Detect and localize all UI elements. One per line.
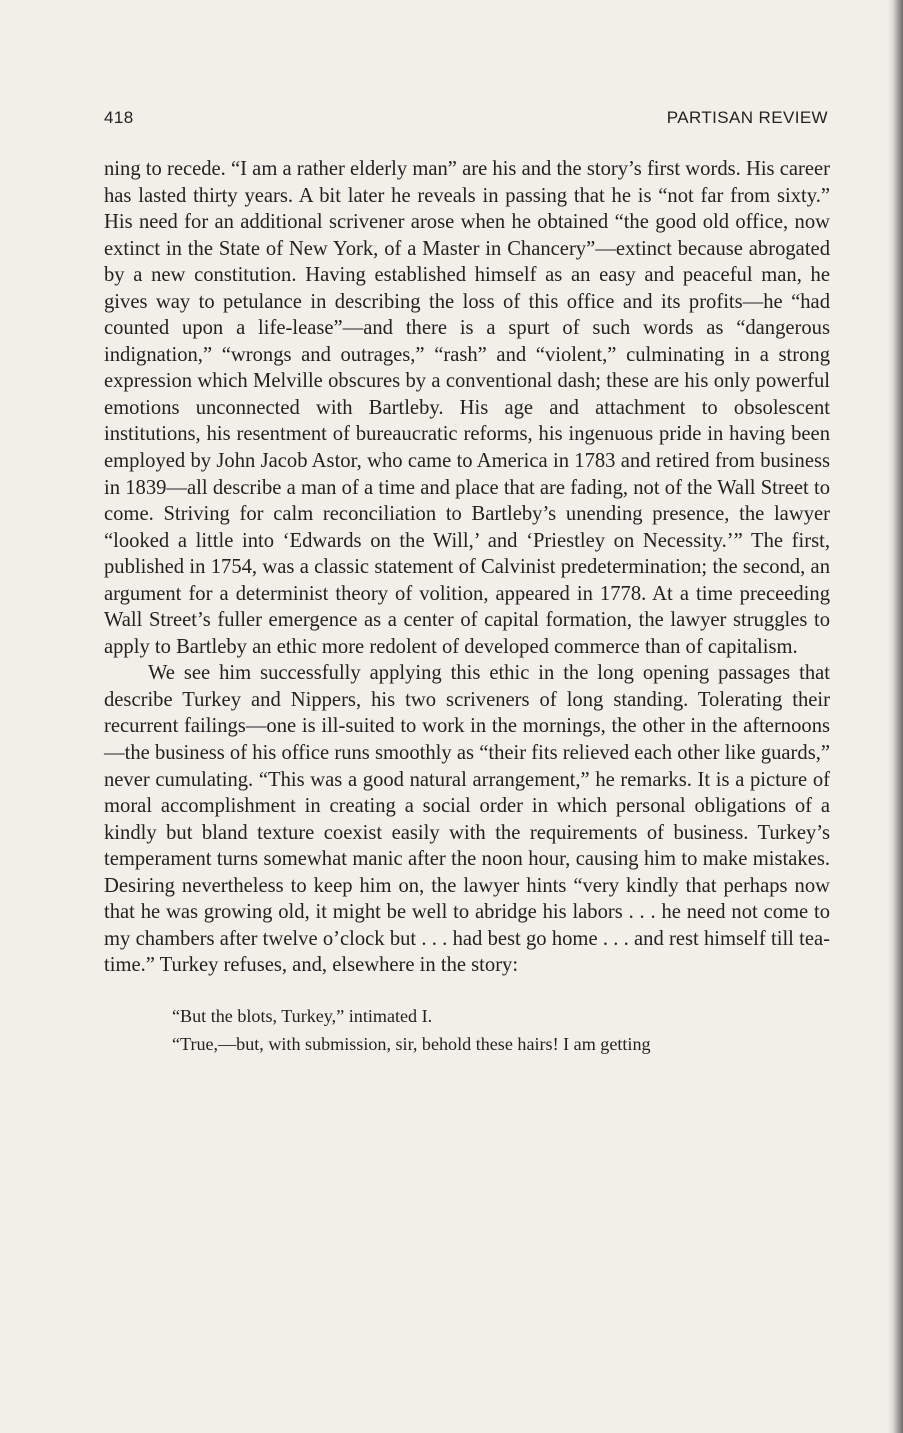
block-quote (172, 1002, 802, 1058)
article-body (104, 156, 830, 1058)
paragraph-1: ning to recede. “I am a rather elderly man” are his and the story’s first words. His career has lasted thirty years. A bit later he reveals in passing that he is “not far from sixty.” His need for an additional scrivener arose when he obtained “the good old office, now extinct in the State of New York, of a Master in Chancery”—extinct because abrogated by a new constitution. Having established himself as an easy and peaceful man, he gives way to petulance in describing the loss of this office and its profits—he “had counted upon a life-lease”—and there is a spurt of such words as “dangerous indignation,” “wrongs and outrages,” “rash” and “violent,” culminating in a strong expression which Melville obscures by a conventional dash; these are his only powerful emotions unconnected with Bartleby. His age and attachment to obsolescent institutions, his resentment of bureaucratic reforms, his ingenuous pride in having been employed by John Jacob Astor, who came to America in 1783 and retired from business in 1839—all describe a man of a time and place that are fading, not of the Wall Street to come. Striving for calm reconciliation to Bartleby’s unending presence, the lawyer “looked a little into ‘Edwards on the Will,’ and ‘Priestley on Necessity.’” The first, published in 1754, was a classic statement of Calvinist predetermination; the second, an argument for a determinist theory of volition, appeared in 1778. At a time preceeding Wall Street’s fuller emergence as a center of capital formation, the lawyer struggles to apply to Bartleby an ethic more redolent of developed commerce than of capitalism. (104, 158, 830, 658)
running-head (104, 108, 828, 132)
quote-line-2: “True,—but, with submission, sir, behold these hairs! I am getting (172, 1033, 651, 1054)
quote-line-1: “But the blots, Turkey,” intimated I. (172, 1005, 433, 1026)
paragraph-2: We see him successfully applying this ethic in the long opening passages that describe Turkey and Nippers, his two scriveners of long standing. Tolerating their recurrent failings—one is ill-suited to work in the mornings, the other in the afternoons—the business of his office runs smoothly as “their fits relieved each other like guards,” never cumulating. “This was a good natural arrangement,” he remarks. It is a picture of moral accomplishment in creating a social order in which personal obligations of a kindly but bland texture coexist easily with the requirements of business. Turkey’s temperament turns somewhat manic after the noon hour, causing him to make mistakes. Desiring nevertheless to keep him on, the lawyer hints “very kindly that perhaps now that he was growing old, it might be well to abridge his labors . . . he need not come to my chambers after twelve o’clock but . . . had best go home . . . and rest himself till tea-time.” Turkey refuses, and, elsewhere in the story: (104, 662, 830, 977)
page-number: 418 (104, 108, 134, 127)
journal-title: PARTISAN REVIEW (666, 108, 828, 127)
page-edge-shadow (887, 0, 903, 1433)
